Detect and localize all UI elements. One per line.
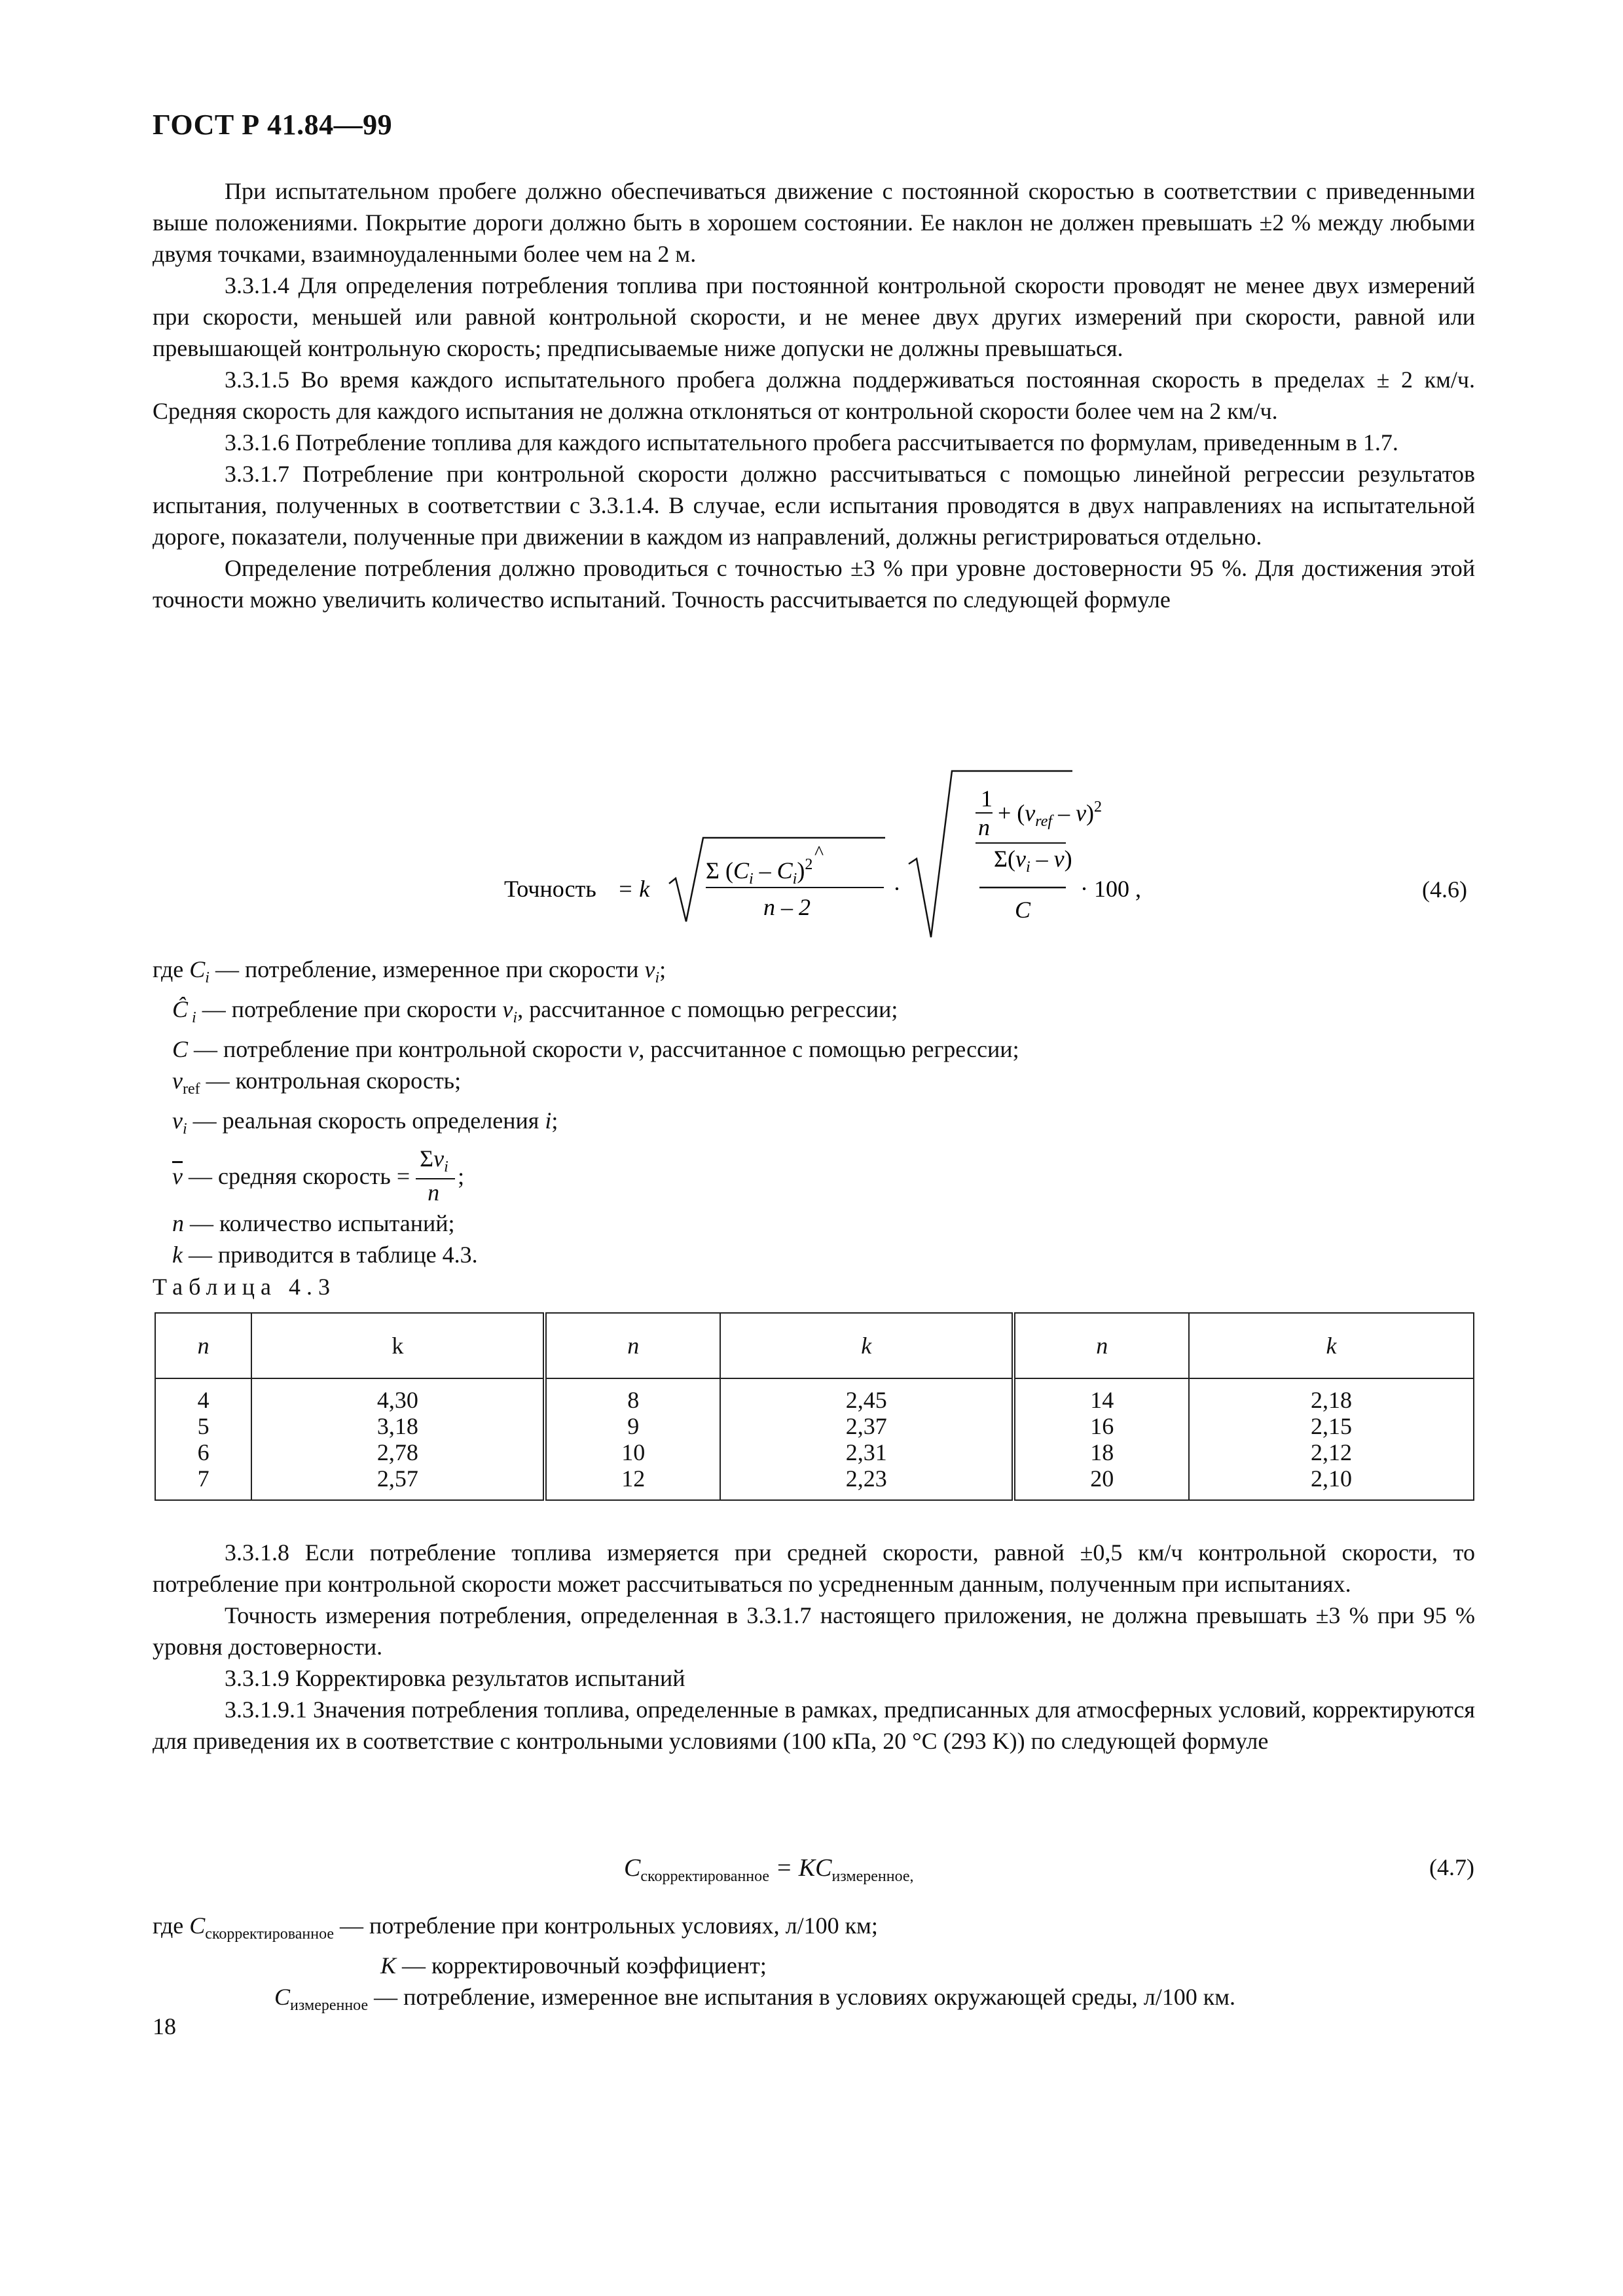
page-number: 18 — [153, 2013, 176, 2039]
paragraph: 3.3.1.9 Корректировка результатов испытаний — [225, 1665, 685, 1691]
definition-row: $C_{измеренное}$ — потребление, измеренное вне испытания в условиях окружающей среды, л/100 км. — [274, 1984, 1236, 2014]
paragraph: При испытательном пробеге должно обеспечиваться движение с постоянной скоростью в соответствии с приведенными выше положениями. Покрытие дороги должно быть в хорошем состоянии. Ее наклон не должен превышать ±2 % между любыми двумя точками, взаимноудаленными более чем на 2 м. — [153, 178, 1475, 267]
variable-definitions — [153, 954, 1019, 1270]
table-cell: 14 16 18 20 — [1013, 1378, 1189, 1500]
col-header: k — [1189, 1313, 1474, 1378]
denominator-c: C — [1015, 897, 1031, 923]
paragraph: 3.3.1.9.1 Значения потребления топлива, определенные в рамках, предписанных для атмосферных условий, корректируются для приведения их в соответствие с контрольными условиями (100 кПа, 20 °С (293 K)) по следующей формуле — [153, 1696, 1475, 1754]
definition-row: $v_{ref}$ — контрольная скорость; — [172, 1067, 462, 1098]
col-header: n — [1013, 1313, 1189, 1378]
body-text-2 — [153, 1537, 1475, 1757]
dot-operator: · — [893, 876, 901, 902]
table-cell: 2,18 2,15 2,12 2,10 — [1189, 1378, 1474, 1500]
col-header: n — [545, 1313, 720, 1378]
table-cell: 2,45 2,37 2,31 2,23 — [720, 1378, 1013, 1500]
formula-4-6-graphic — [498, 766, 1480, 956]
definition-row: C — потребление при контрольной скорости v, рассчитанное с помощью регрессии; — [172, 1036, 1019, 1062]
formula-4-7 — [153, 1844, 1475, 1897]
mean-fraction — [416, 1145, 458, 1208]
definition-row: Ĉ $_i$ — потребление при скорости $v_i$, рассчитанное с помощью регрессии; — [172, 996, 898, 1026]
variable-definitions-2 — [153, 1910, 1235, 2021]
equation-label-4-6: (4.6) — [1422, 876, 1467, 903]
formula-4-6 — [498, 766, 1480, 956]
definition-row: k — приводится в таблице 4.3. — [172, 1242, 478, 1268]
paragraph: 3.3.1.6 Потребление топлива для каждого испытательного пробега рассчитывается по формулам, приведенным в 1.7. — [225, 429, 1398, 456]
document-code-header: ГОСТ Р 41.84—99 — [153, 109, 393, 141]
paragraph: 3.3.1.5 Во время каждого испытательного пробега должна поддерживаться постоянная скорость в пределах ± 2 км/ч. Средняя скорость для каждого испытания не должна отклоняться от контрольной скорости более чем на 2 км/ч. — [153, 367, 1475, 424]
definition-row: где $C_{скорректированное}$ — потребление при контрольных условиях, л/100 км; — [153, 1912, 878, 1943]
numerator-sum: Σ $(C_i - C_i)^2$ — [706, 856, 813, 888]
denominator-n-minus-2: n – 2 — [763, 894, 811, 920]
mean-denominator: n — [428, 1179, 440, 1206]
formula-equals-k: = k — [617, 876, 650, 902]
paragraph: 3.3.1.8 Если потребление топлива измеряется при средней скорости, равной ±0,5 км/ч контрольной скорости, то потребление при контрольной скорости может рассчитываться по усредненным данным, полученным при испытаниях. — [153, 1539, 1475, 1597]
table-4-3 — [155, 1312, 1474, 1501]
col-header: k — [720, 1313, 1013, 1378]
paragraph: 3.3.1.7 Потребление при контрольной скорости должно рассчитываться с помощью линейной регрессии результатов испытания, полученных в соответствии с 3.3.1.4. В случае, если испытания проводятся в двух направлениях на испытательной дороге, показатели, полученные при движении в каждом из направлений, должны регистрироваться отдельно. — [153, 461, 1475, 550]
inner-numerator-1: 1 — [981, 785, 993, 812]
formula-4-7-expression: $C_{скорректированное} = KC_{измеренное,}$ — [624, 1854, 914, 1885]
paragraph: 3.3.1.4 Для определения потребления топлива при постоянной контрольной скорости проводят не менее двух измерений при скорости, меньшей или равной контрольной скорости, и не менее двух других измерений при скорости, равной или превышающей контрольную скорость; предписываемые ниже допуски не должны превышаться. — [153, 272, 1475, 361]
times-100: · 100 , — [1080, 876, 1141, 902]
definition-row: K — корректировочный коэффициент; — [380, 1952, 767, 1979]
table-cell: 8 9 10 12 — [545, 1378, 720, 1500]
paragraph: Определение потребления должно проводиться с точностью ±3 % при уровне достоверности 95 %. Для достижения этой точности можно увеличить количество испытаний. Точность рассчитывается по следующей формуле — [153, 555, 1475, 613]
table-cell: 4,30 3,18 2,78 2,57 — [251, 1378, 545, 1500]
col-header: k — [251, 1313, 545, 1378]
definition-row: n — количество испытаний; — [172, 1210, 455, 1236]
plus-vref-term: + $(v_{ref} - v)^2$ — [998, 798, 1103, 830]
definition-row: где $C_i$ — потребление, измеренное при скорости $v_i$; — [153, 956, 666, 986]
table-cell: 4 5 6 7 — [155, 1378, 251, 1500]
table-row — [155, 1378, 1474, 1500]
table-title: Таблица 4.3 — [153, 1274, 336, 1300]
table-header-row — [155, 1313, 1474, 1378]
hat-mark: ^ — [814, 842, 824, 863]
col-header: n — [155, 1313, 251, 1378]
formula-lhs: Точность — [504, 876, 596, 902]
mean-tail: ; — [458, 1163, 465, 1189]
definition-row: $v_i$ — реальная скорость определения i; — [172, 1107, 558, 1138]
body-text — [153, 175, 1475, 615]
sum-vi-term: $\Sigma(v_i - v)$ — [994, 846, 1072, 876]
equation-label-4-7: (4.7) — [1429, 1854, 1474, 1880]
mean-numerator: $\Sigma v_i$ — [420, 1145, 448, 1175]
definition-row-mean: $\overline{v}$ — средняя скорость = $\Sigma v_i$ n ; — [153, 1145, 1019, 1208]
paragraph: Точность измерения потребления, определенная в 3.3.1.7 настоящего приложения, не должна превышать ±3 % при 95 % уровня достоверности. — [153, 1602, 1475, 1660]
inner-denominator-n: n — [978, 814, 990, 840]
